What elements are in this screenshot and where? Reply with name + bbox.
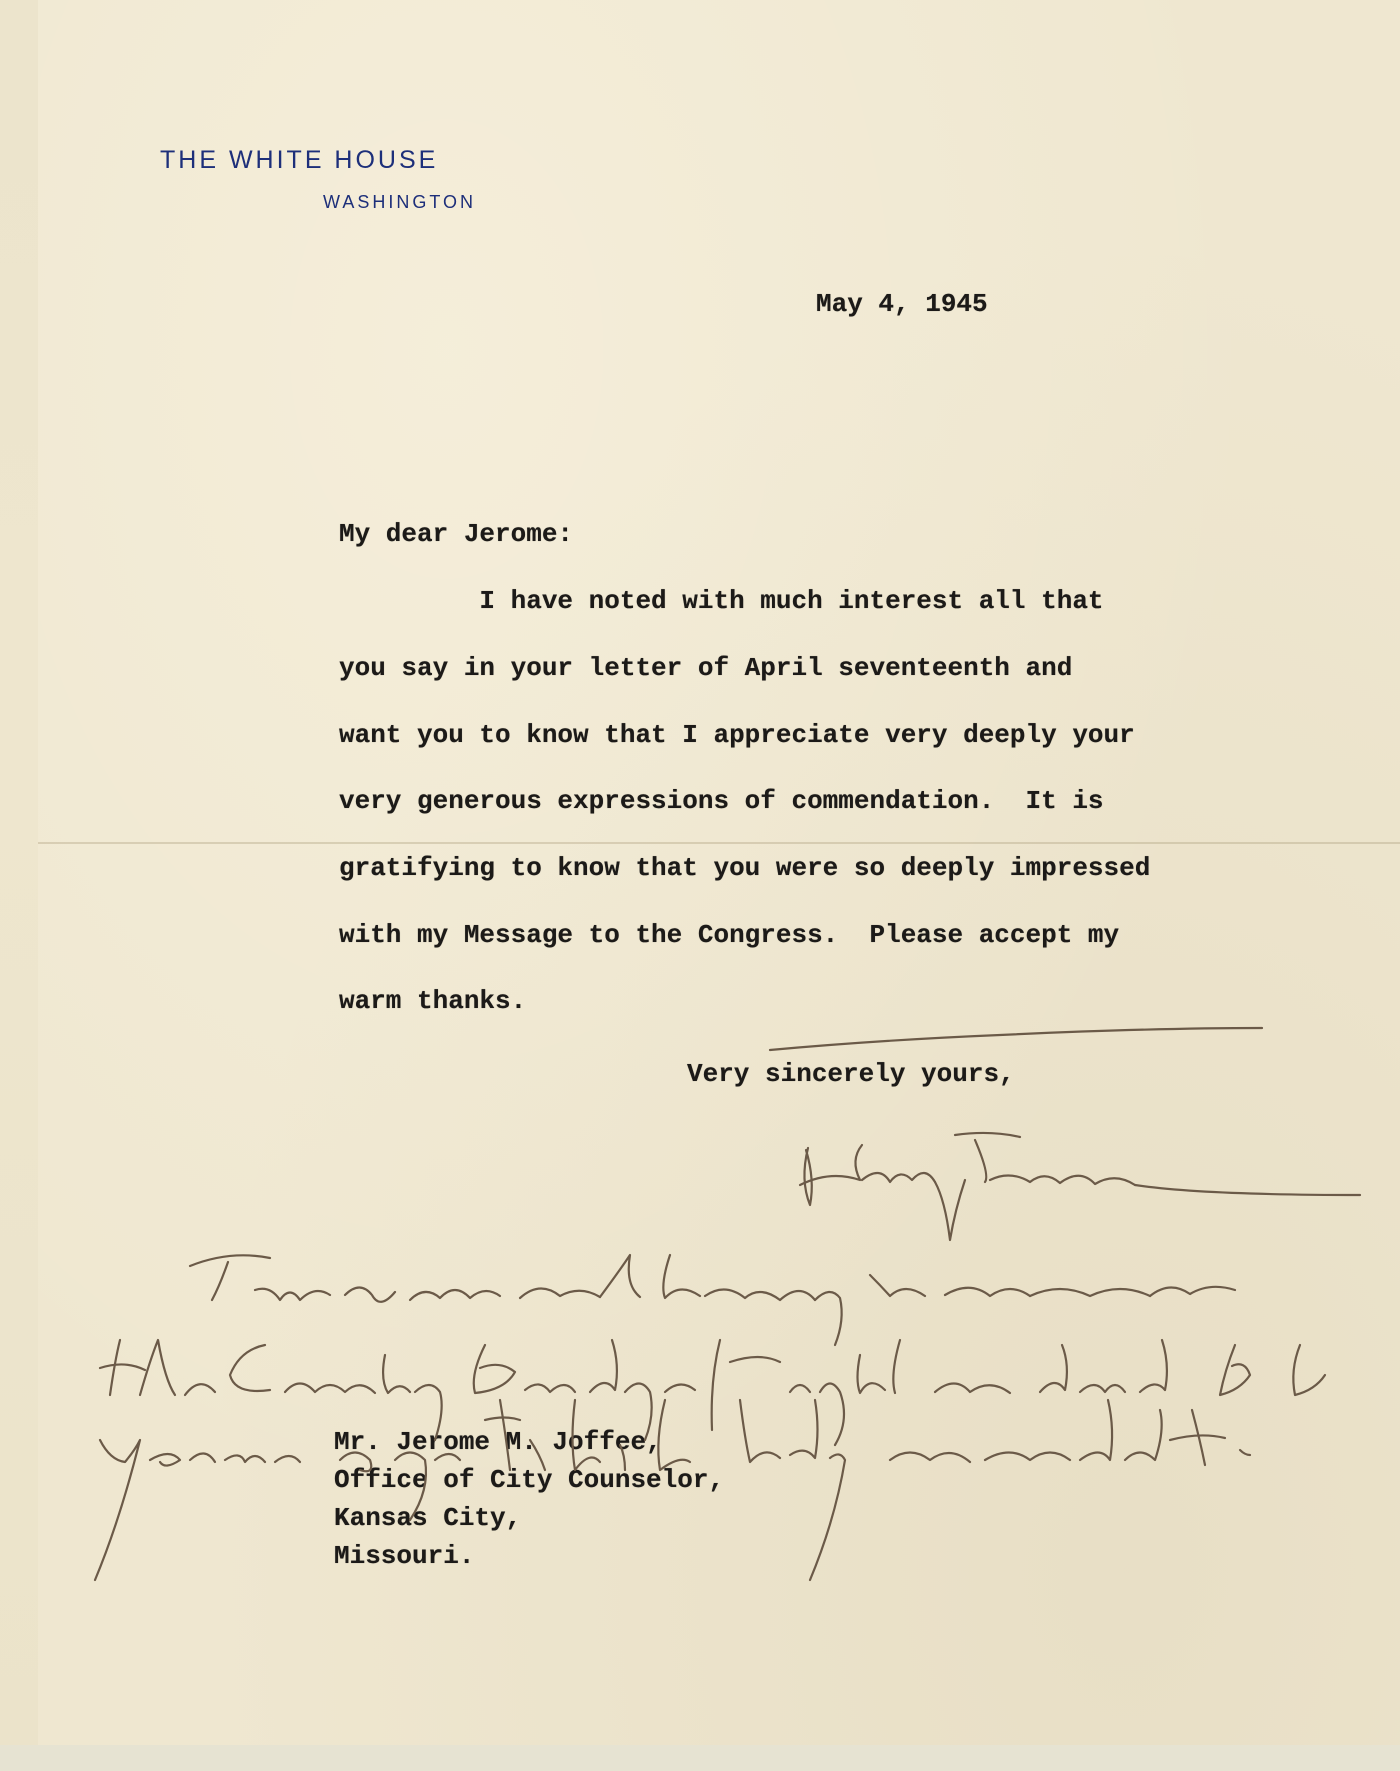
scan-border bbox=[0, 1745, 1400, 1771]
address-line: Missouri. bbox=[334, 1541, 475, 1571]
body-line: want you to know that I appreciate very deeply your bbox=[339, 720, 1135, 750]
address-line: Office of City Counselor, bbox=[334, 1465, 725, 1495]
body-line: warm thanks. bbox=[339, 986, 527, 1016]
letter-date: May 4, 1945 bbox=[816, 289, 988, 319]
salutation: My dear Jerome: bbox=[339, 519, 574, 549]
body-line: with my Message to the Congress. Please accept my bbox=[339, 920, 1120, 950]
body-line: very generous expressions of commendation. It is bbox=[339, 786, 1104, 816]
address-line: Kansas City, bbox=[334, 1503, 522, 1533]
body-line: you say in your letter of April seventeenth and bbox=[339, 653, 1073, 683]
letterhead-city: WASHINGTON bbox=[323, 192, 477, 212]
fold-line bbox=[38, 842, 1400, 844]
body-line: gratifying to know that you were so deeply impressed bbox=[339, 853, 1151, 883]
address-line: Mr. Jerome M. Joffee, bbox=[334, 1427, 662, 1457]
letterhead-title: THE WHITE HOUSE bbox=[160, 146, 439, 174]
closing: Very sincerely yours, bbox=[687, 1059, 1015, 1089]
body-line: I have noted with much interest all that bbox=[339, 586, 1104, 616]
